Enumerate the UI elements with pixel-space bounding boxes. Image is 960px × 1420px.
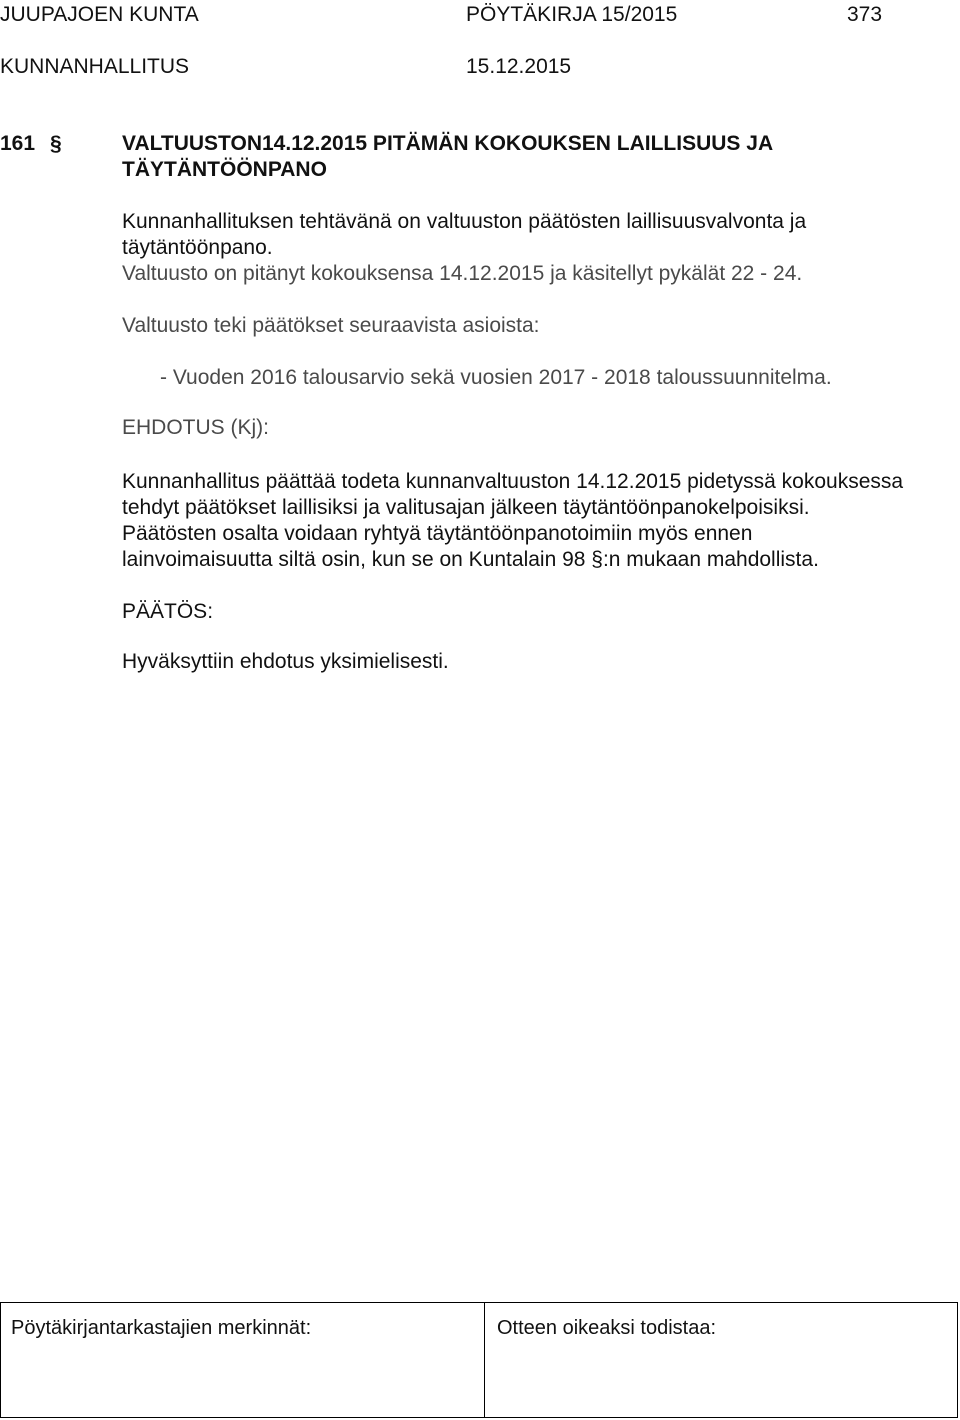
decision-heading: PÄÄTÖS:: [122, 600, 214, 623]
proposal-line-1: Kunnanhallitus päättää todeta kunnanvaltuuston 14.12.2015 pidetyssä kokouksessa: [122, 470, 904, 493]
proposal-line-2: tehdyt päätökset laillisiksi ja valitusajan jälkeen täytäntöönpanokelpoisiksi.: [122, 496, 810, 519]
footer-divider: [484, 1303, 485, 1417]
proposal-heading: EHDOTUS (Kj):: [122, 416, 269, 439]
proposal-line-3: Päätösten osalta voidaan ryhtyä täytäntöönpanotoimiin myös ennen: [122, 522, 753, 545]
page-number: 373: [847, 3, 883, 26]
decision-text: Hyväksyttiin ehdotus yksimielisesti.: [122, 650, 449, 673]
document-type: PÖYTÄKIRJA 15/2015: [466, 3, 678, 26]
section-symbol: §: [50, 132, 62, 155]
section-title-line-1: VALTUUSTON14.12.2015 PITÄMÄN KOKOUKSEN LAILLISUUS JA: [122, 132, 774, 155]
section-number: 161: [0, 132, 36, 155]
municipality-name: JUUPAJOEN KUNTA: [0, 3, 199, 26]
section-title-line-2: TÄYTÄNTÖÖNPANO: [122, 158, 327, 181]
intro-line-1: Kunnanhallituksen tehtävänä on valtuuston päätösten laillisuusvalvonta ja: [122, 210, 807, 233]
governing-body: KUNNANHALLITUS: [0, 55, 190, 78]
intro-line-3: Valtuusto on pitänyt kokouksensa 14.12.2015 ja käsitellyt pykälät 22 - 24.: [122, 262, 803, 285]
intro-line-4: Valtuusto teki päätökset seuraavista asioista:: [122, 314, 540, 337]
decision-list-item: - Vuoden 2016 talousarvio sekä vuosien 2017 - 2018 taloussuunnitelma.: [160, 366, 832, 389]
certified-copy-label: Otteen oikeaksi todistaa:: [497, 1317, 717, 1339]
footer-signature-box: [0, 1302, 958, 1418]
reviewers-notes-label: Pöytäkirjantarkastajien merkinnät:: [11, 1317, 312, 1339]
proposal-line-4: lainvoimaisuutta siltä osin, kun se on Kuntalain 98 §:n mukaan mahdollista.: [122, 548, 819, 571]
intro-line-2: täytäntöönpano.: [122, 236, 273, 259]
meeting-date: 15.12.2015: [466, 55, 572, 78]
